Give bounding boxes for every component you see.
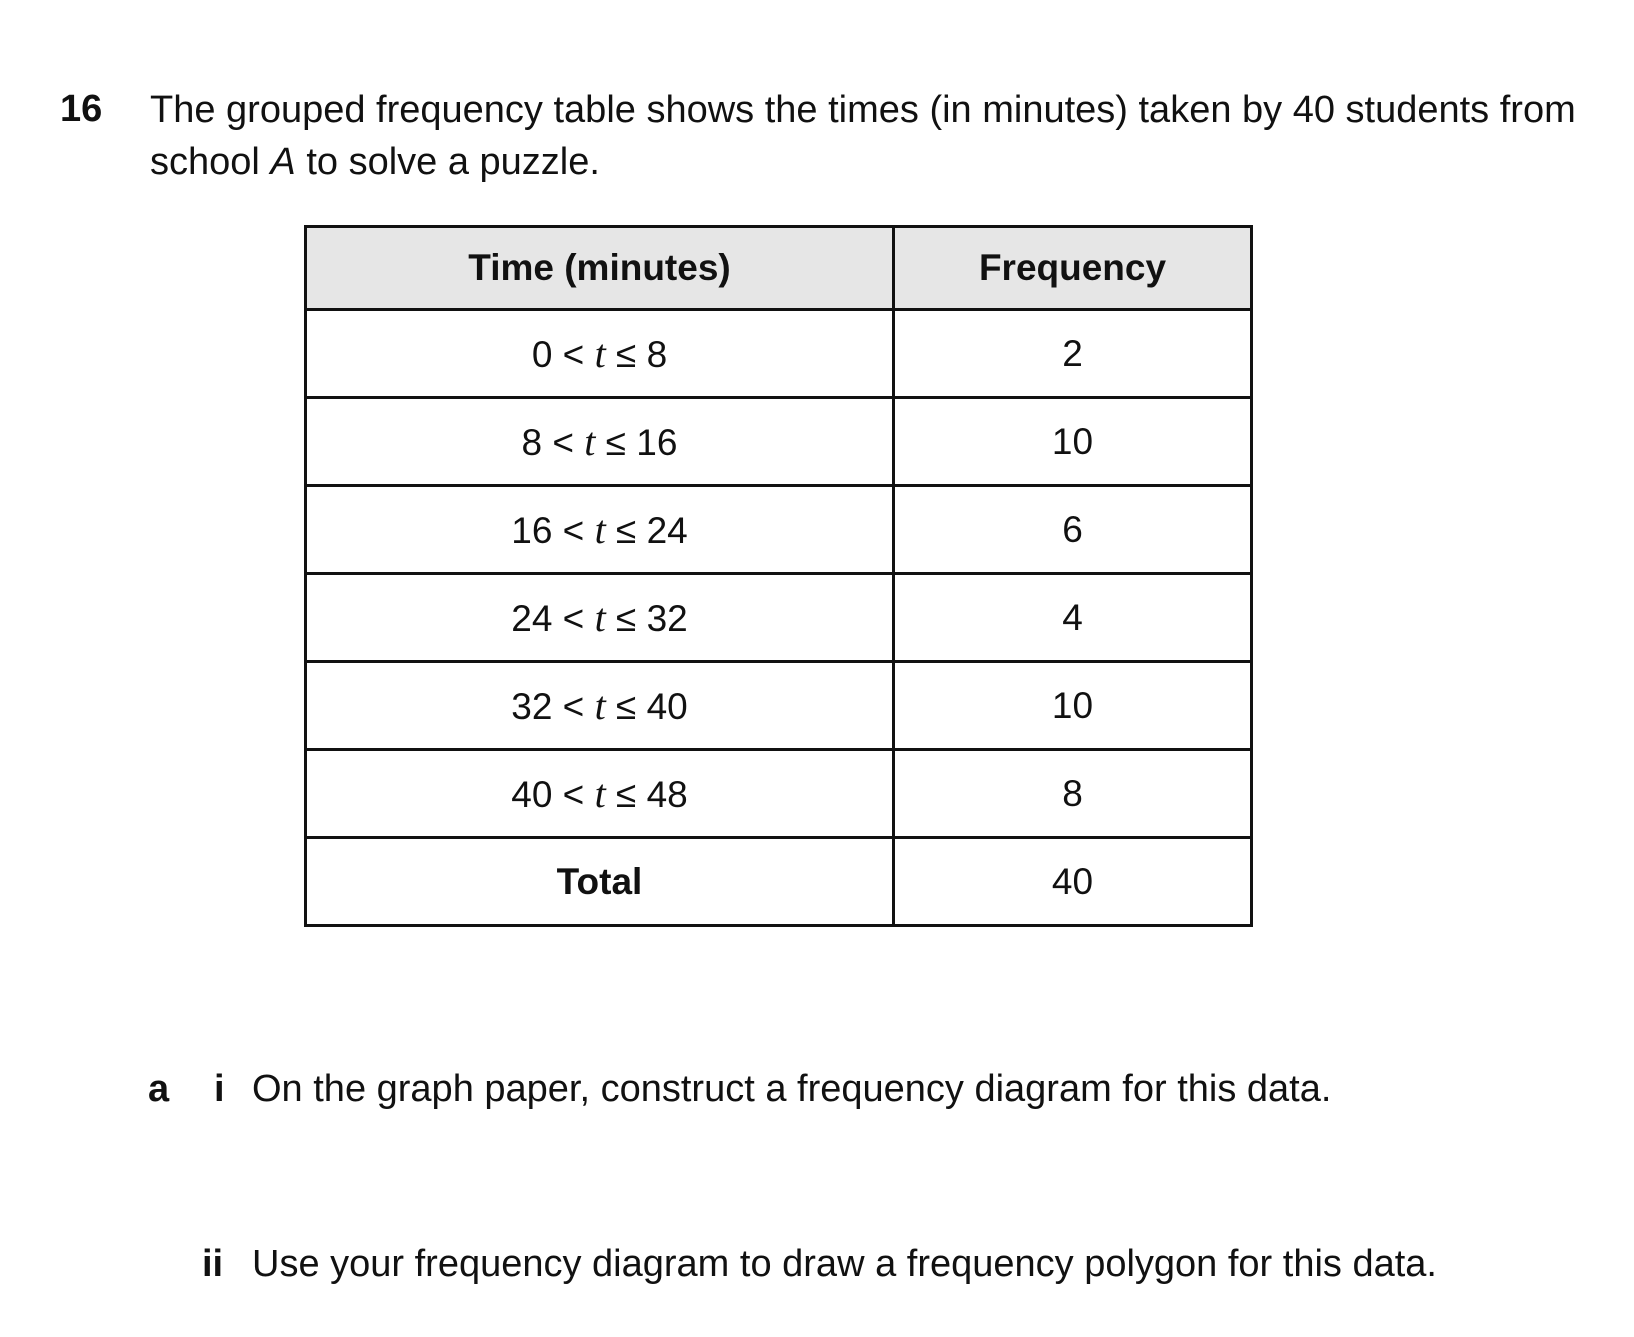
interval-variable: t <box>594 507 606 552</box>
interval-lower: 32 <box>511 686 553 727</box>
total-label: Total <box>306 838 894 926</box>
table-row <box>306 574 1252 662</box>
interval-variable: t <box>584 419 596 464</box>
time-interval-cell: 8 < t ≤ 16 <box>306 398 894 486</box>
interval-variable: t <box>594 331 606 376</box>
frequency-cell: 8 <box>894 750 1252 838</box>
table-total-row <box>306 838 1252 926</box>
part-ii-label: ii <box>202 1243 224 1285</box>
part-a-label: a <box>148 1068 170 1110</box>
interval-upper: 32 <box>646 598 688 639</box>
interval-lower: 16 <box>511 510 553 551</box>
frequency-table <box>304 225 1253 927</box>
table-row <box>306 486 1252 574</box>
interval-upper: 40 <box>646 686 688 727</box>
interval-lower: 40 <box>511 774 553 815</box>
interval-lower: 8 <box>521 422 543 463</box>
table-body <box>306 310 1252 838</box>
table-row <box>306 310 1252 398</box>
time-interval-cell: 16 < t ≤ 24 <box>306 486 894 574</box>
interval-upper: 24 <box>646 510 688 551</box>
question-intro <box>150 84 1620 188</box>
interval-upper: 16 <box>636 422 678 463</box>
intro-school-name: A <box>270 141 296 183</box>
table-header-row <box>306 227 1252 310</box>
intro-text-2: to solve a puzzle. <box>295 141 600 183</box>
frequency-cell: 2 <box>894 310 1252 398</box>
interval-variable: t <box>594 595 606 640</box>
frequency-cell: 10 <box>894 398 1252 486</box>
frequency-cell: 6 <box>894 486 1252 574</box>
time-interval-cell: 24 < t ≤ 32 <box>306 574 894 662</box>
part-i-label: i <box>214 1068 225 1110</box>
frequency-cell: 4 <box>894 574 1252 662</box>
table-row <box>306 750 1252 838</box>
total-value: 40 <box>894 838 1252 926</box>
interval-lower: 24 <box>511 598 553 639</box>
interval-lower: 0 <box>531 334 553 375</box>
interval-upper: 8 <box>646 334 668 375</box>
interval-variable: t <box>594 771 606 816</box>
header-time: Time (minutes) <box>306 227 894 310</box>
time-interval-cell: 32 < t ≤ 40 <box>306 662 894 750</box>
frequency-cell: 10 <box>894 662 1252 750</box>
header-frequency: Frequency <box>894 227 1252 310</box>
intro-text-1: The grouped frequency table shows the times (in minutes) taken by 40 students from school <box>150 89 1576 183</box>
interval-variable: t <box>594 683 606 728</box>
part-i-text: On the graph paper, construct a frequency diagram for this data. <box>252 1068 1332 1110</box>
time-interval-cell: 0 < t ≤ 8 <box>306 310 894 398</box>
question-number: 16 <box>60 88 103 130</box>
interval-upper: 48 <box>646 774 688 815</box>
table-row <box>306 398 1252 486</box>
part-ii-text: Use your frequency diagram to draw a frequency polygon for this data. <box>252 1243 1437 1285</box>
table-row <box>306 662 1252 750</box>
time-interval-cell: 40 < t ≤ 48 <box>306 750 894 838</box>
